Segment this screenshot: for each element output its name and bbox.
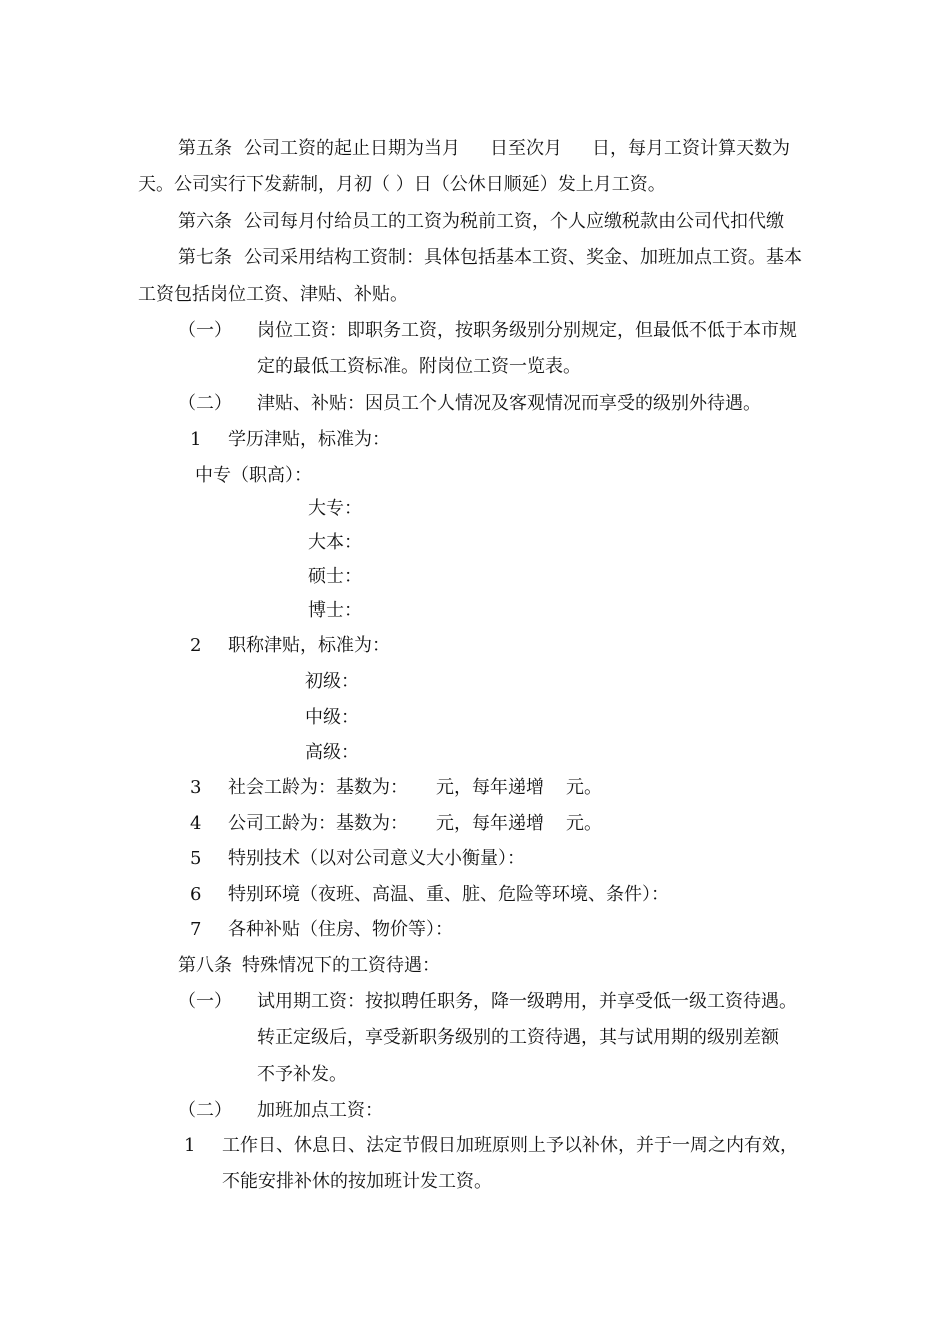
- section-2-label: （二）: [178, 393, 232, 414]
- title-level-middle: 中级：: [305, 707, 359, 728]
- article-6-number: 第六条: [178, 211, 232, 232]
- section-1-label: （一）: [178, 320, 232, 341]
- item-5-number: 5: [190, 848, 202, 869]
- item-2-number: 2: [190, 635, 202, 656]
- edu-level-master: 硕士：: [308, 566, 362, 587]
- article-7-text: 公司采用结构工资制：具体包括基本工资、奖金、加班加点工资。基本: [244, 247, 802, 268]
- item-1-number: 1: [190, 429, 202, 450]
- item-6-number: 6: [190, 884, 202, 905]
- edu-level-doctor: 博士：: [308, 600, 362, 621]
- item-7-text: 各种补贴（住房、物价等）：: [228, 919, 453, 940]
- section-8a-text-line-3: 不予补发。: [257, 1064, 347, 1085]
- article-5-text-a: 公司工资的起止日期为当月: [244, 138, 460, 159]
- section-8a-text: 试用期工资：按拟聘任职务，降一级聘用，并享受低一级工资待遇。: [257, 991, 797, 1012]
- article-7-number: 第七条: [178, 247, 232, 268]
- section-8a-label: （一）: [178, 991, 232, 1012]
- section-8a-text-line-2: 转正定级后，享受新职务级别的工资待遇，其与试用期的级别差额: [257, 1027, 779, 1048]
- item-2-text: 职称津贴，标准为：: [228, 635, 390, 656]
- section-8b-label: （二）: [178, 1100, 232, 1121]
- item-4-text: [228, 812, 602, 836]
- title-level-senior: 高级：: [305, 742, 359, 763]
- item-3-increment-label: 元，每年递增: [436, 777, 544, 798]
- item-4-number: 4: [190, 813, 202, 834]
- article-5-text-c: 日，每月工资计算天数为: [592, 138, 790, 159]
- item-3-text: [228, 776, 602, 800]
- edu-level-college: 大专：: [308, 498, 362, 519]
- overtime-item-1-number: 1: [184, 1135, 196, 1156]
- item-6-text: 特别环境（夜班、高温、重、脏、危险等环境、条件）：: [228, 884, 669, 905]
- article-5-line-1: [178, 137, 790, 161]
- edu-level-secondary: 中专（职高）：: [195, 465, 312, 486]
- item-5-text: 特别技术（以对公司意义大小衡量）：: [228, 848, 525, 869]
- article-5-number: 第五条: [178, 138, 232, 159]
- article-6-text: 公司每月付给员工的工资为税前工资，个人应缴税款由公司代扣代缴: [244, 211, 784, 232]
- overtime-item-1-text-line-2: 不能安排补休的按加班计发工资。: [222, 1171, 492, 1192]
- section-8b-text: 加班加点工资：: [257, 1100, 383, 1121]
- item-3-base-label: 社会工龄为：基数为：: [228, 777, 408, 798]
- article-8-text: 特殊情况下的工资待遇：: [242, 955, 440, 976]
- item-3-number: 3: [190, 777, 202, 798]
- section-2-text: 津贴、补贴：因员工个人情况及客观情况而享受的级别外待遇。: [257, 393, 761, 414]
- article-8-number: 第八条: [178, 955, 232, 976]
- item-4-base-label: 公司工龄为：基数为：: [228, 813, 408, 834]
- edu-level-bachelor: 大本：: [308, 532, 362, 553]
- article-5-text-b: 日至次月: [490, 138, 562, 159]
- item-4-unit: 元。: [566, 813, 602, 834]
- article-7-line-2: 工资包括岗位工资、津贴、补贴。: [138, 284, 408, 305]
- article-8: [178, 954, 440, 978]
- overtime-item-1-text: 工作日、休息日、法定节假日加班原则上予以补休，并于一周之内有效，: [222, 1135, 798, 1156]
- item-7-number: 7: [190, 919, 202, 940]
- title-level-junior: 初级：: [305, 671, 359, 692]
- item-1-text: 学历津贴，标准为：: [228, 429, 390, 450]
- article-7-line-1: [178, 246, 802, 270]
- article-6: [178, 210, 784, 234]
- item-4-increment-label: 元，每年递增: [436, 813, 544, 834]
- item-3-unit: 元。: [566, 777, 602, 798]
- article-5-line-2: 天。公司实行下发薪制，月初（ ）日（公休日顺延）发上月工资。: [138, 174, 666, 195]
- section-1-text-line-2: 定的最低工资标准。附岗位工资一览表。: [257, 356, 581, 377]
- section-1-text: 岗位工资：即职务工资，按职务级别分别规定，但最低不低于本市规: [257, 320, 797, 341]
